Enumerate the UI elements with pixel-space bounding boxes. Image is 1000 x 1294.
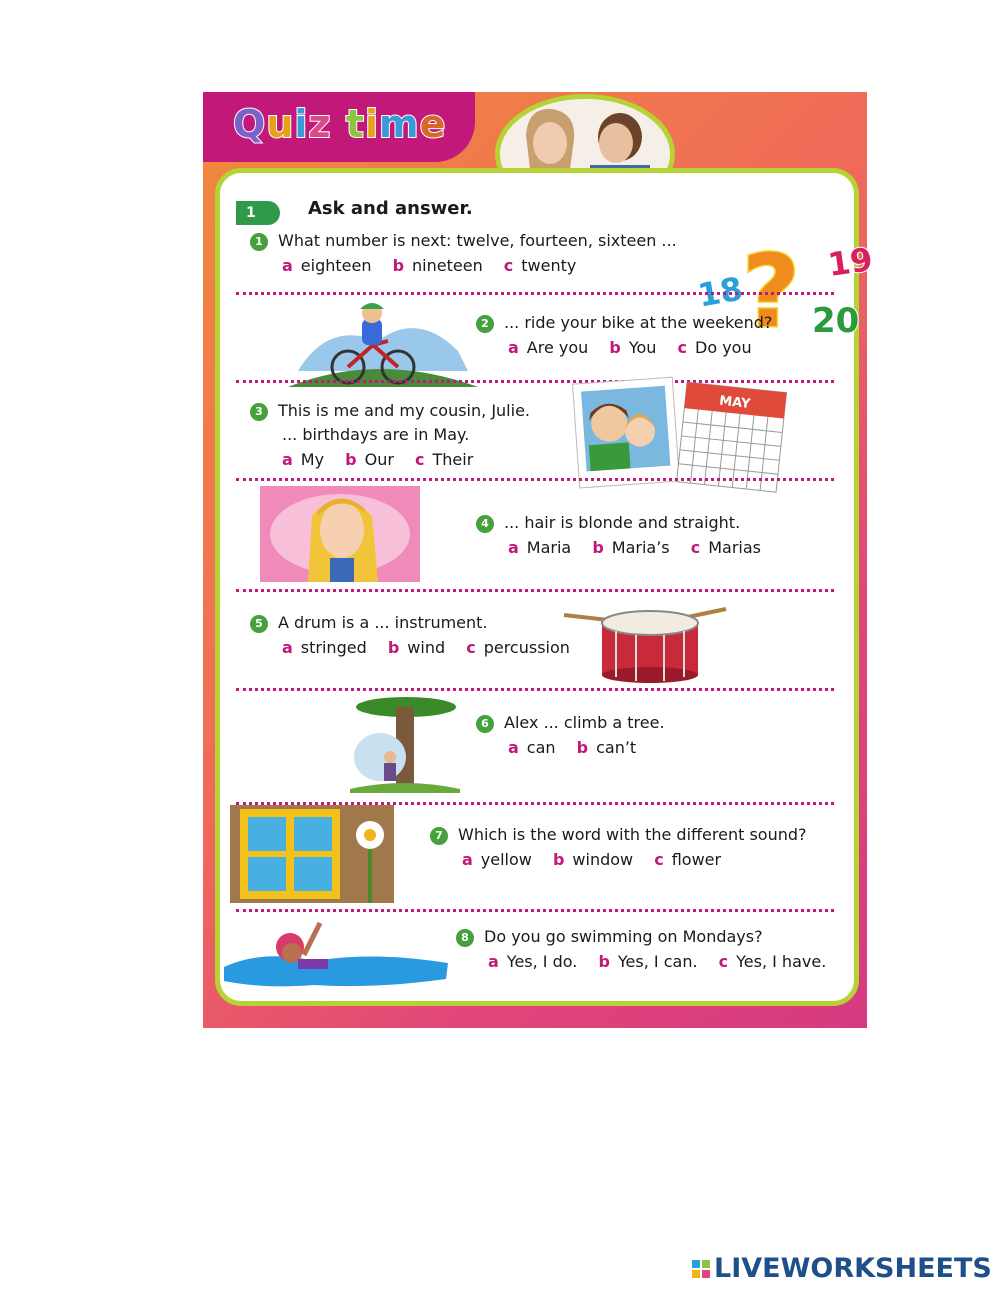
question-text: A drum is a ... instrument. (278, 613, 488, 632)
divider (236, 589, 834, 592)
question-text: Alex ... climb a tree. (504, 713, 665, 732)
exercise-instruction: Ask and answer. (308, 198, 473, 219)
question-number: 8 (456, 929, 474, 947)
question-number: 7 (430, 827, 448, 845)
quiz-card (215, 168, 875, 1006)
liveworksheets-logo[interactable] (692, 1253, 992, 1284)
number-19-decoration: 19 (825, 240, 875, 284)
question-number: 3 (250, 403, 268, 421)
exercise-number-badge (236, 201, 280, 225)
options (250, 447, 530, 473)
option-b[interactable]: b wind (387, 638, 446, 657)
option-a[interactable]: a stringed (282, 638, 367, 657)
quiz-title: Quiz time (233, 102, 447, 146)
options (250, 635, 586, 661)
question-6 (476, 711, 665, 761)
options (476, 535, 777, 561)
option-c[interactable]: c percussion (466, 638, 570, 657)
worksheet-page (203, 92, 875, 1028)
question-text-line-2: ... birthdays are in May. (282, 425, 470, 444)
question-3 (250, 399, 530, 473)
options (456, 949, 842, 975)
option-b[interactable]: b nineteen (392, 256, 483, 275)
divider (236, 292, 834, 295)
option-b[interactable]: b window (552, 850, 634, 869)
question-text: Do you go swimming on Mondays? (484, 927, 763, 946)
question-number: 5 (250, 615, 268, 633)
question-mark-decoration: ? (742, 233, 801, 350)
option-b[interactable]: b Maria’s (592, 538, 670, 557)
option-c[interactable]: c twenty (503, 256, 577, 275)
option-a[interactable]: a Yes, I do. (488, 952, 578, 971)
question-text: ... ride your bike at the weekend? (504, 313, 773, 332)
option-c[interactable]: c Do you (677, 338, 752, 357)
question-number: 6 (476, 715, 494, 733)
divider (236, 478, 834, 481)
question-8 (456, 925, 842, 975)
option-c[interactable]: c flower (654, 850, 722, 869)
option-a[interactable]: a Maria (508, 538, 572, 557)
exercise-number: 1 (246, 205, 256, 221)
question-text: ... hair is blonde and straight. (504, 513, 741, 532)
option-b[interactable]: b can’t (576, 738, 637, 757)
question-7 (430, 823, 807, 873)
options (476, 735, 665, 761)
question-text: This is me and my cousin, Julie. (278, 401, 530, 420)
option-a[interactable]: a Are you (508, 338, 589, 357)
options (430, 847, 807, 873)
option-c[interactable]: c Marias (690, 538, 761, 557)
window-and-flower-illustration (230, 805, 394, 907)
boy-climbing-tree-illustration (350, 697, 460, 797)
question-4 (476, 511, 777, 561)
option-a[interactable]: a can (508, 738, 556, 757)
question-number: 1 (250, 233, 268, 251)
question-number: 4 (476, 515, 494, 533)
option-c[interactable]: c Yes, I have. (718, 952, 827, 971)
option-b[interactable]: b Yes, I can. (598, 952, 698, 971)
drum-illustration (560, 601, 730, 687)
option-a[interactable]: a eighteen (282, 256, 372, 275)
divider (236, 909, 834, 912)
girl-swimming-illustration (224, 915, 448, 997)
logo-icon (692, 1260, 710, 1278)
number-18-decoration: 18 (695, 269, 746, 315)
options (250, 253, 677, 279)
option-b[interactable]: b You (609, 338, 657, 357)
header-band (203, 92, 475, 162)
question-2 (476, 311, 772, 361)
question-1 (250, 229, 677, 279)
number-20-decoration: 20 (812, 301, 860, 341)
question-text: What number is next: twelve, fourteen, sixteen ... (278, 231, 677, 250)
logo-text: LIVEWORKSHEETS (714, 1253, 992, 1284)
blonde-girl-illustration (260, 486, 420, 586)
option-a[interactable]: a My (282, 450, 325, 469)
option-b[interactable]: b Our (345, 450, 394, 469)
option-a[interactable]: a yellow (462, 850, 532, 869)
divider (236, 688, 834, 691)
question-text: Which is the word with the different sound? (458, 825, 807, 844)
option-c[interactable]: c Their (415, 450, 474, 469)
calendar-month: MAY (718, 393, 752, 412)
question-5 (250, 611, 586, 661)
options (476, 335, 772, 361)
question-number: 2 (476, 315, 494, 333)
